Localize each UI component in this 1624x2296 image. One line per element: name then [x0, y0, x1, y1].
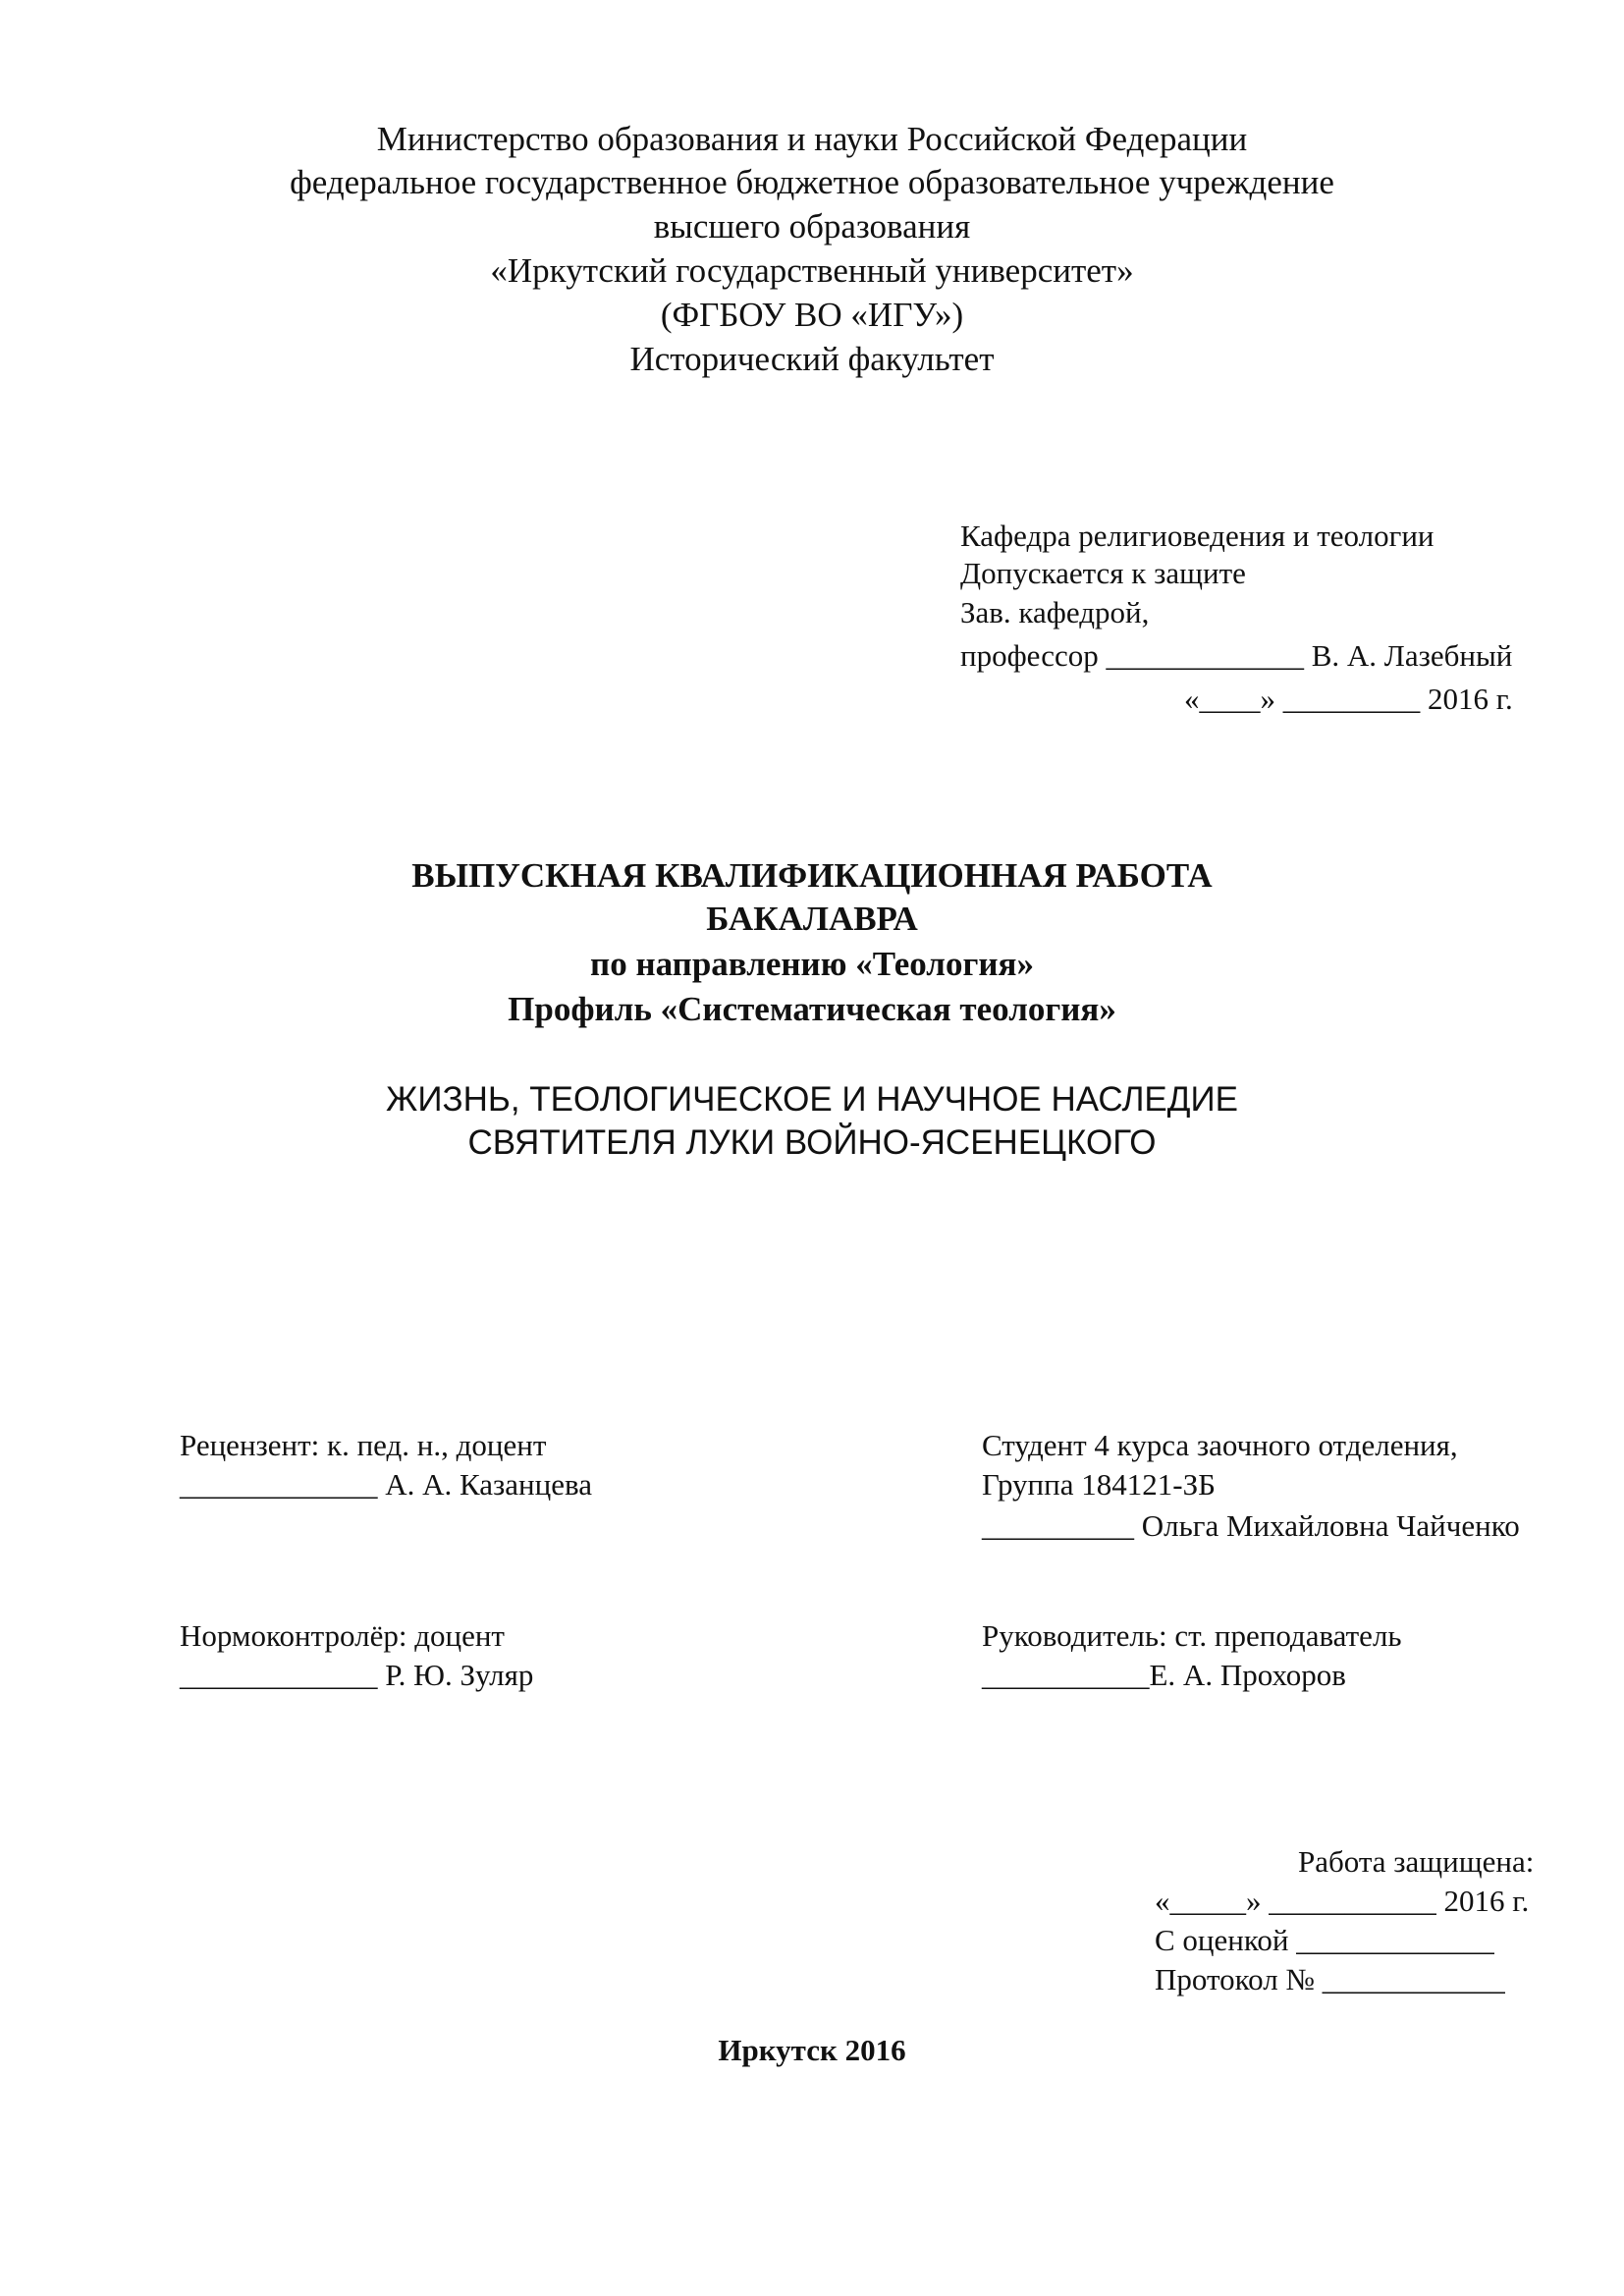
- university-name: «Иркутский государственный университет»: [490, 251, 1134, 290]
- student-role: Студент 4 курса заочного отделения,: [982, 1428, 1458, 1462]
- work-type-line1: ВЫПУСКНАЯ КВАЛИФИКАЦИОННАЯ РАБОТА: [411, 856, 1213, 895]
- department-name: Кафедра религиоведения и теологии: [960, 519, 1435, 553]
- defense-date: «_____» ___________ 2016 г.: [1155, 1884, 1530, 1918]
- city-year: Иркутск 2016: [718, 2033, 906, 2067]
- work-type-line2: БАКАЛАВРА: [706, 900, 918, 938]
- head-of-department-signature: профессор _____________ В. А. Лазебный: [960, 638, 1513, 673]
- defense-grade: С оценкой _____________: [1155, 1923, 1494, 1957]
- study-direction: по направлению «Теология»: [590, 945, 1034, 983]
- defense-title: Работа защищена:: [1298, 1844, 1535, 1879]
- approval-date: «____» _________ 2016 г.: [1184, 682, 1513, 716]
- student-signature: __________ Ольга Михайловна Чайченко: [982, 1508, 1520, 1543]
- education-level: высшего образования: [653, 207, 971, 246]
- study-profile: Профиль «Систематическая теология»: [508, 990, 1116, 1028]
- institution-type: федеральное государственное бюджетное образовательное учреждение: [290, 163, 1334, 201]
- supervisor-signature: ___________Е. А. Прохоров: [982, 1658, 1346, 1692]
- head-of-department-role: Зав. кафедрой,: [960, 595, 1150, 629]
- topic-line2: СВЯТИТЕЛЯ ЛУКИ ВОЙНО-ЯСЕНЕЦКОГО: [467, 1123, 1157, 1162]
- supervisor-role: Руководитель: ст. преподаватель: [982, 1618, 1402, 1653]
- faculty-name: Исторический факультет: [629, 340, 995, 378]
- topic-line1: ЖИЗНЬ, ТЕОЛОГИЧЕСКОЕ И НАУЧНОЕ НАСЛЕДИЕ: [386, 1080, 1238, 1119]
- norm-controller-role: Нормоконтролёр: доцент: [180, 1618, 505, 1653]
- reviewer-role: Рецензент: к. пед. н., доцент: [180, 1428, 547, 1462]
- norm-controller-signature: _____________ Р. Ю. Зуляр: [180, 1658, 534, 1692]
- reviewer-signature: _____________ А. А. Казанцева: [180, 1467, 592, 1502]
- admitted-to-defense: Допускается к защите: [960, 556, 1246, 590]
- ministry-name: Министерство образования и науки Российской Федерации: [376, 120, 1248, 158]
- defense-protocol: Протокол № ____________: [1155, 1962, 1505, 1996]
- university-abbr: (ФГБОУ ВО «ИГУ»): [660, 296, 964, 334]
- student-group: Группа 184121-ЗБ: [982, 1467, 1216, 1502]
